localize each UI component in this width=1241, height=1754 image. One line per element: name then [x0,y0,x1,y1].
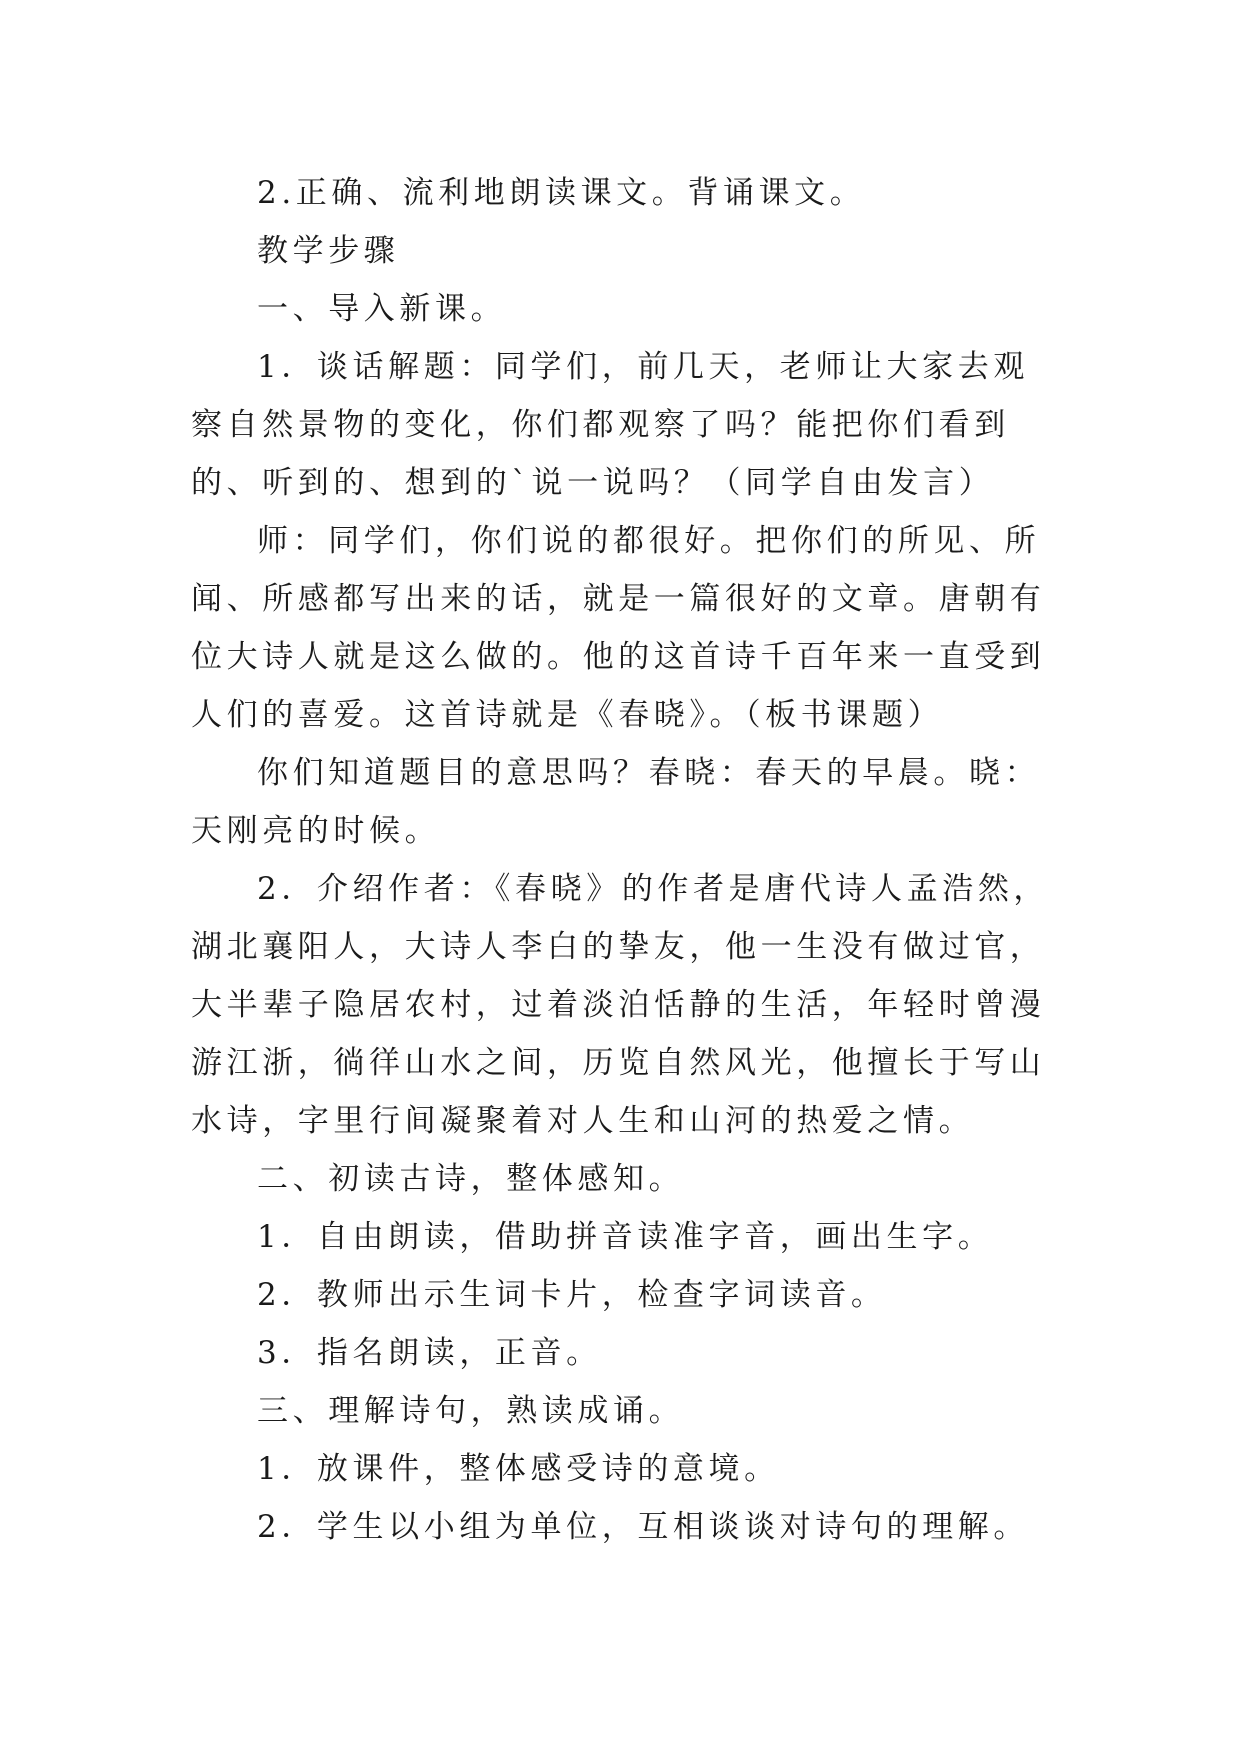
list-item-word-cards: 2．教师出示生词卡片，检查字词读音。 [257,1277,887,1313]
paragraph-author-intro: 2．介绍作者：《春晓》的作者是唐代诗人孟浩然，湖北襄阳人，大诗人李白的挚友，他一生没有做过官，大半辈子隐居农村，过着淡泊恬静的生活，年轻时曾漫游江浙，徜徉山水之间，历览自然风光，他擅长于写山水诗，字里行间凝聚着对人生和山河的热爱之情。 [191,871,1050,1139]
section-heading-first-reading: 二、初读古诗，整体感知。 [257,1161,685,1197]
paragraph-title-meaning: 你们知道题目的意思吗？春晓：春天的早晨。晓：天刚亮的时候。 [191,755,1041,849]
document-body [191,164,1051,1556]
section-heading-introduction: 一、导入新课。 [257,291,507,327]
list-item-courseware: 1．放课件，整体感受诗的意境。 [257,1451,780,1487]
section-heading-understanding: 三、理解诗句，熟读成诵。 [257,1393,685,1429]
section-heading-teaching-steps: 教学步骤 [257,233,400,269]
objective-item-2: 2.正确、流利地朗读课文。背诵课文。 [257,175,866,211]
list-item-named-reading: 3．指名朗读，正音。 [257,1335,602,1371]
list-item-free-reading: 1．自由朗读，借助拼音读准字音，画出生字。 [257,1219,994,1255]
paragraph-teacher-remark: 师：同学们，你们说的都很好。把你们的所见、所闻、所感都写出来的话，就是一篇很好的文章。唐朝有位大诗人就是这么做的。他的这首诗千百年来一直受到人们的喜爱。这首诗就是《春晓》。（板书课题） [191,523,1046,733]
paragraph-discussion: 1．谈话解题：同学们，前几天，老师让大家去观察自然景物的变化，你们都观察了吗？能把你们看到的、听到的、想到的`说一说吗？（同学自由发言） [191,349,1029,501]
list-item-group-discussion: 2．学生以小组为单位，互相谈谈对诗句的理解。 [257,1509,1029,1545]
